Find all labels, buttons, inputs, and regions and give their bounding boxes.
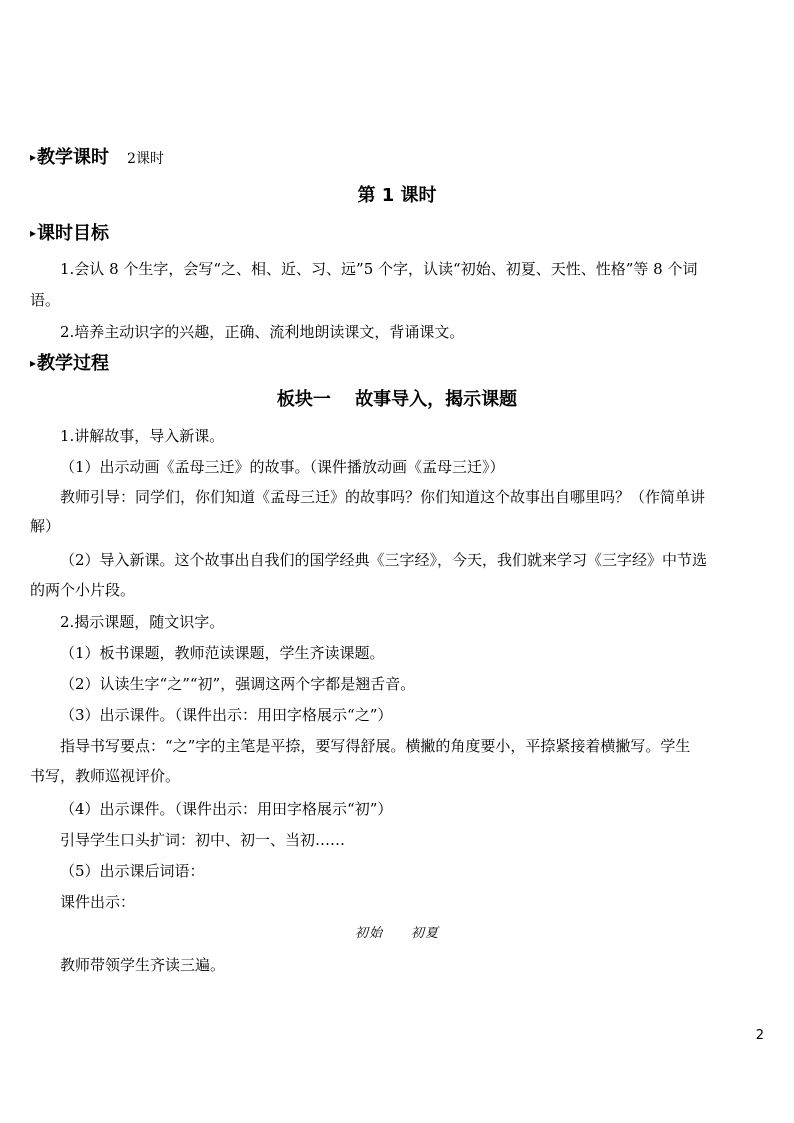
body-line: 书写，教师巡视评价。 [30,767,181,785]
lesson-title: 第 1 课时 [357,185,437,206]
triangle-marker-icon: ▸ [30,356,37,370]
body-line: 教师引导：同学们，你们知道《孟母三迁》的故事吗？你们知道这个故事出自哪里吗？（作简单讲 [60,488,706,506]
closing-line: 教师带领学生齐读三遍。 [60,956,226,974]
body-line: （1）出示动画《孟母三迁》的故事。（课件播放动画《孟母三迁》） [60,458,505,476]
process-heading [30,352,766,377]
body-line: 指导书写要点：“之”字的主笔是平捺，要写得舒展。横撇的角度要小，平捺紧接着横撇写。学生 [60,737,691,755]
triangle-marker-icon: ▸ [30,150,37,164]
vocabulary-word: 初始 [354,926,383,941]
objectives-label: 课时目标 [37,223,110,244]
class-hours-label: 教学课时 [37,147,110,168]
body-line: 引导学生口头扩词：初中、初一、当初…… [60,831,346,849]
body-line: （2）认读生字“之”“初”，强调这两个字都是翘舌音。 [60,675,416,693]
body-line: 1.讲解故事，导入新课。 [60,427,225,445]
objective-line: 2.培养主动识字的兴趣，正确、流利地朗读课文，背诵课文。 [60,323,465,341]
body-line: （5）出示课后词语： [60,862,205,880]
body-line: 解） [30,517,61,535]
body-line: 2.揭示课题，随文识字。 [60,613,225,631]
process-label: 教学过程 [37,353,110,374]
objective-line: 1.会认 8 个生字，会写“之、相、近、习、远”5 个字，认读“初始、初夏、天性、性格”等 8 个词 [60,260,698,278]
body-line: （2）导入新课。这个故事出自我们的国学经典《三字经》，今天，我们就来学习《三字经》中节选 [60,551,708,569]
page-number: 2 [755,1028,764,1043]
body-line: 课件出示： [60,893,136,911]
class-hours-heading [30,146,766,171]
body-line: （3）出示课件。（课件出示：用田字格展示“之”） [60,706,393,724]
triangle-marker-icon: ▸ [30,226,37,240]
section-title: 板块一 故事导入，揭示课题 [276,389,518,410]
body-line: （1）板书课题，教师范读课题，学生齐读课题。 [60,644,385,662]
objectives-heading [30,222,766,247]
class-hours-value: 2课时 [127,151,164,167]
vocabulary-words [0,924,794,944]
vocabulary-word: 初夏 [411,926,440,941]
body-line: 的两个小片段。 [30,581,136,599]
body-line: （4）出示课件。（课件出示：用田字格展示“初”） [60,800,393,818]
objective-line: 语。 [30,291,61,309]
